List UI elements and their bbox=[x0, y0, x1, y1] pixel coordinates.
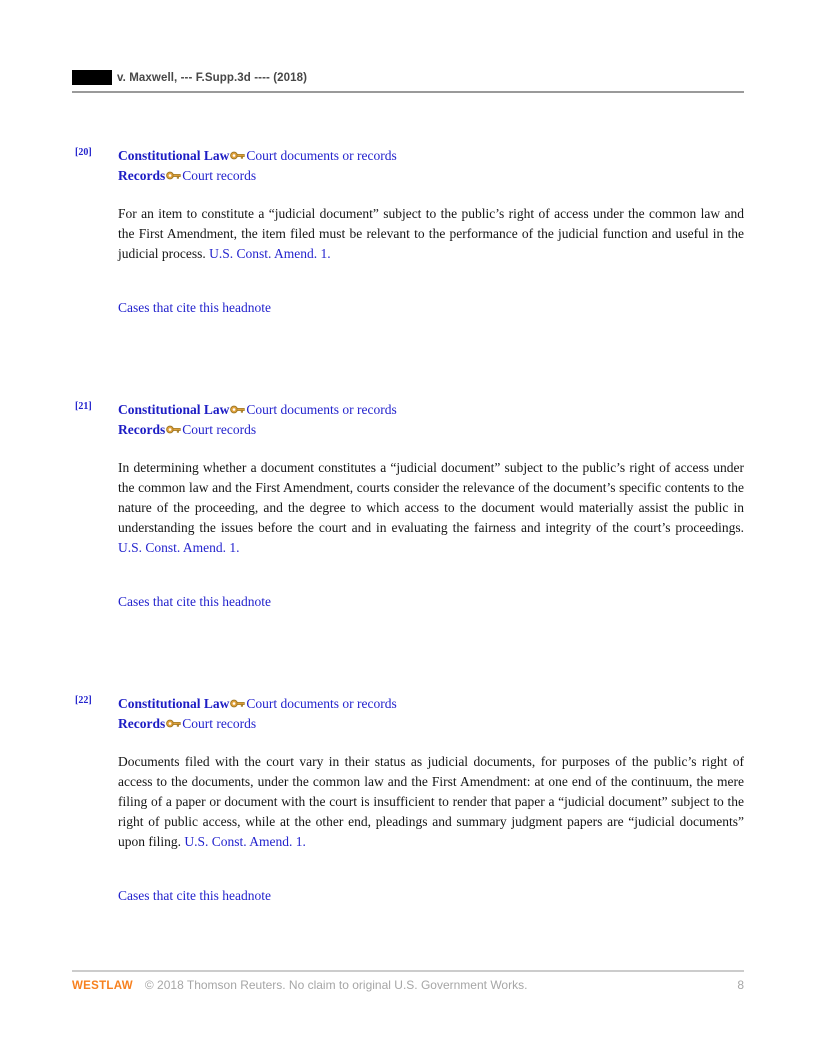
key-number-icon bbox=[166, 171, 181, 180]
subtopic-link[interactable]: Court documents or records bbox=[246, 402, 397, 417]
headnote-body-text: Documents filed with the court vary in their status as judicial documents, for purposes of the public’s right of access to the documents, under the common law and the First Amendment: at one end of the continuum, the mere filing of a paper or document with the court is insufficient to render that paper a “judicial document” subject to the right of public access, while at the other end, pleadings and summary judgment papers are “judicial documents” upon filing. bbox=[118, 754, 744, 849]
headnote-20 bbox=[72, 146, 744, 318]
citation-link[interactable]: U.S. Const. Amend. 1. bbox=[118, 540, 240, 555]
topic-link[interactable]: Records bbox=[118, 168, 166, 183]
headnote-body-text: In determining whether a document constitutes a “judicial document” subject to the public’s right of access under the common law and the First Amendment, courts consider the relevance of the document’s specific contents to the nature of the proceeding, and the degree to which access to the document would materially assist the public in understanding the issues before the court and in evaluating the fairness and integrity of the court’s proceedings. bbox=[118, 460, 744, 535]
topic-line bbox=[118, 420, 744, 440]
subtopic-link[interactable]: Court records bbox=[182, 168, 257, 183]
subtopic-link[interactable]: Court records bbox=[182, 422, 257, 437]
document-content bbox=[72, 146, 744, 906]
cases-cite-link[interactable]: Cases that cite this headnote bbox=[118, 888, 271, 903]
cases-cite-link[interactable]: Cases that cite this headnote bbox=[118, 300, 271, 315]
headnote-number: [22] bbox=[75, 695, 92, 706]
redacted-party-name bbox=[72, 70, 112, 85]
footer-copyright: © 2018 Thomson Reuters. No claim to original U.S. Government Works. bbox=[144, 978, 528, 992]
subtopic-link[interactable]: Court documents or records bbox=[246, 148, 397, 163]
page-footer bbox=[72, 970, 744, 992]
key-number-icon bbox=[230, 405, 245, 414]
case-citation-title: v. Maxwell, --- F.Supp.3d ---- (2018) bbox=[117, 71, 308, 84]
topic-line bbox=[118, 400, 744, 420]
key-number-icon bbox=[230, 699, 245, 708]
headnote-number: [20] bbox=[75, 147, 92, 158]
citation-link[interactable]: U.S. Const. Amend. 1. bbox=[209, 246, 331, 261]
headnote-21 bbox=[72, 400, 744, 612]
key-number-icon bbox=[166, 425, 181, 434]
key-number-icon bbox=[166, 719, 181, 728]
headnote-text bbox=[118, 204, 744, 264]
topic-link[interactable]: Constitutional Law bbox=[118, 148, 230, 163]
subtopic-link[interactable]: Court documents or records bbox=[246, 696, 397, 711]
topic-line bbox=[118, 166, 744, 186]
cases-cite-link[interactable]: Cases that cite this headnote bbox=[118, 594, 271, 609]
topic-line bbox=[118, 146, 744, 166]
topic-line bbox=[118, 694, 744, 714]
headnote-number: [21] bbox=[75, 401, 92, 412]
key-number-icon bbox=[230, 151, 245, 160]
topic-link[interactable]: Records bbox=[118, 422, 166, 437]
headnote-22 bbox=[72, 694, 744, 906]
page-header bbox=[72, 70, 744, 93]
subtopic-link[interactable]: Court records bbox=[182, 716, 257, 731]
topic-link[interactable]: Constitutional Law bbox=[118, 696, 230, 711]
topic-line bbox=[118, 714, 744, 734]
headnote-body-text: For an item to constitute a “judicial document” subject to the public’s right of access under the common law and the First Amendment, the item filed must be relevant to the performance of the judicial function and useful in the judicial process. bbox=[118, 206, 744, 261]
headnote-text bbox=[118, 458, 744, 558]
page-number: 8 bbox=[737, 978, 744, 992]
headnote-text bbox=[118, 752, 744, 852]
westlaw-logo: WESTLAW bbox=[72, 980, 133, 992]
topic-link[interactable]: Constitutional Law bbox=[118, 402, 230, 417]
topic-link[interactable]: Records bbox=[118, 716, 166, 731]
citation-link[interactable]: U.S. Const. Amend. 1. bbox=[184, 834, 306, 849]
